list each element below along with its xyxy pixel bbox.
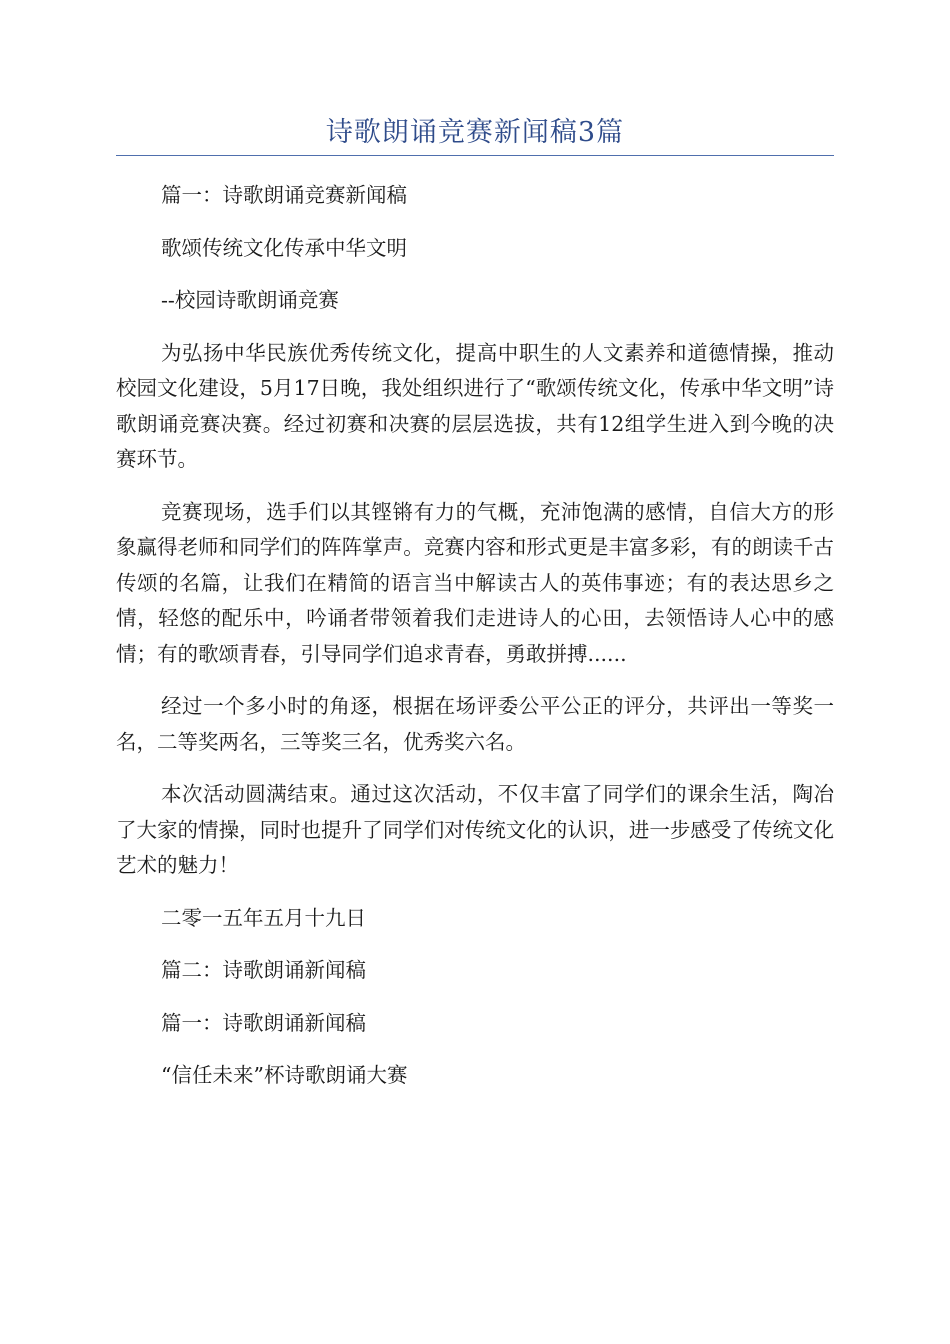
title-underline — [116, 155, 834, 156]
article-date: 二零一五年五月十九日 — [161, 905, 366, 930]
document-title: 诗歌朗诵竞赛新闻稿3篇 — [325, 117, 625, 148]
body-paragraph: 经过一个多小时的角逐，根据在场评委公平公正的评分，共评出一等奖一名，二等奖两名，三等奖三名，优秀奖六名。 — [116, 694, 834, 754]
article-headline: 歌颂传统文化传承中华文明 — [161, 235, 407, 260]
section-heading-3: 篇一：诗歌朗诵新闻稿 — [161, 1010, 366, 1035]
section-heading-1: 篇一：诗歌朗诵竞赛新闻稿 — [161, 183, 407, 207]
body-paragraph: 为弘扬中华民族优秀传统文化，提高中职生的人文素养和道德情操，推动校园文化建设，5月17日晚，我处组织进行了“歌颂传统文化，传承中华文明”诗歌朗诵竞赛决赛。经过初赛和决赛的层层选拔，共有12组学生进入到今晚的决赛环节。 — [116, 340, 834, 471]
article-subheadline: --校园诗歌朗诵竞赛 — [161, 288, 339, 312]
article-headline: “信任未来”杯诗歌朗诵大赛 — [161, 1063, 408, 1087]
document-body — [116, 178, 834, 1094]
body-paragraph: 竞赛现场，选手们以其铿锵有力的气概，充沛饱满的感情，自信大方的形象赢得老师和同学们的阵阵掌声。竞赛内容和形式更是丰富多彩，有的朗读千古传颂的名篇，让我们在精简的语言当中解读古人的英伟事迹；有的表达思乡之情，轻悠的配乐中，吟诵者带领着我们走进诗人的心田，去领悟诗人心中的感情；有的歌颂青春，引导同学们追求青春，勇敢拼搏...... — [116, 499, 834, 666]
body-paragraph: 本次活动圆满结束。通过这次活动，不仅丰富了同学们的课余生活，陶冶了大家的情操，同时也提升了同学们对传统文化的认识，进一步感受了传统文化艺术的魅力！ — [116, 782, 834, 877]
section-heading-2: 篇二：诗歌朗诵新闻稿 — [161, 958, 366, 982]
document-page — [116, 0, 834, 1111]
